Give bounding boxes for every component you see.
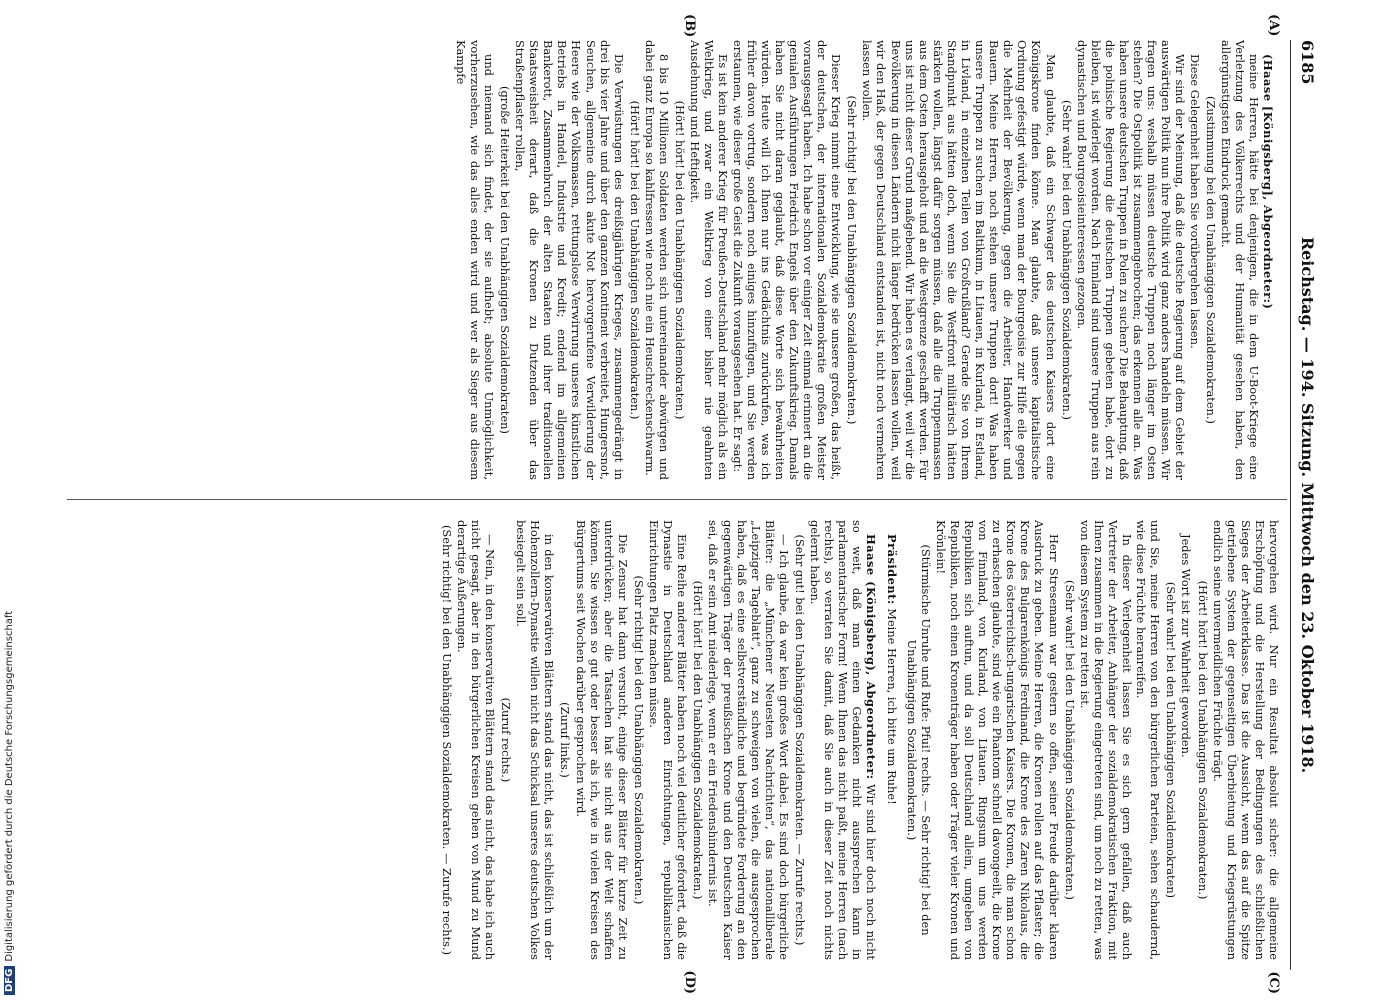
paragraph: meine Herren, hätte bei denjenigen, die in dem U-Boot-Kriege eine Verletzung des Völkerrechts und der Humanität gesehen haben, den allergünstigsten Eindruck gemacht. [1218, 40, 1261, 480]
document-page [27, 0, 1357, 1000]
interjection: (Hört! hört! bei den Unabhängigen Sozialdemokraten.) [1195, 580, 1210, 900]
paragraph: hervorgehen wird. Nur ein Resultat absolut sicher: die allgemeine Erschöpfung und die Herstellung der Bedingungen des schließlichen Sieges der Arbeiterklasse. Das ist die Aussicht, wenn das auf die Spitze getriebene System der gegenseitigen Überbietung und Kriegsrüstungen endlich seine unvermeidlichen Früchte trägt. [1210, 520, 1281, 960]
header-title: Reichstag. — 194. Sitzung. Mittwoch den 23. Oktober 1918. [1297, 236, 1317, 774]
paragraph: Wir sind der Meinung, daß die deutsche Regierung auf dem Gebiet der auswärtigen Politik nun ihre Politik wird ganz anders handeln müssen. Wir fragen uns: weshalb müssen deutsche Truppen noch länger im Osten stehen? Die Ostpolitik ist zusammengebrochen; das erkennen alle an. Was haben unsere deutschen Truppen in Polen zu suchen? Die Behauptung, daß die polnische Regierung die deutschen Truppen gebeten habe, dort zu bleiben, ist widerlegt worden. Nach Finnland sind unsere Truppen aus rein dynastischen und Bourgeoisieinteressen gezogen. [1074, 40, 1187, 480]
speech-text: Wir sind hier doch noch nicht so weit, daß man einen Gedanken nicht aussprechen kann in parlamentarischer Form! Wenn Ihnen das nicht paßt, meine Herren (nach rechts), so verraten Sie damit, daß Sie auch in dieser Zeit noch nichts gelernt haben. [807, 520, 878, 960]
paragraph: und niemand sich findet, der sie aufhebt; absolute Unmöglichkeit, vorherzusehen, wie das alles enden wird und wer als Sieger aus diesem Kampfe [453, 40, 496, 480]
paragraph: und Sie, meine Herren von den bürgerlichen Parteien, sehen schaudernd, wie diese Früchte heranreifen. [1133, 520, 1162, 960]
paragraph: Die Zensur hat dann versucht, einige dieser Blätter für kurze Zeit zu unterdrücken; aber die Tatsachen hat sie nicht aus der Welt schaffen können. Sie wissen so gut oder besser als ich, wie in vielen Kreisen des Bürgertums seit Wochen darüber gesprochen wird. [573, 520, 630, 960]
interjection: (Sehr wahr! bei den Unabhängigen Sozialdemokraten.) [1062, 580, 1077, 900]
interjection: (Sehr wahr! bei den Unabhängigen Sozialdemokraten.) [1059, 100, 1074, 420]
interjection: (Zustimmung bei den Unabhängigen Sozialdemokraten.) [1203, 96, 1218, 424]
paragraph: — Nein, in den konservativen Blättern stand das nicht, das habe ich auch nicht gesagt, aber in den bürgerlichen Kreisen gehen von Mund zu Mund derartige Äußerungen. [454, 520, 497, 960]
interjection: (Sehr wahr! bei den Unabhängigen Sozialdemokraten) [1163, 581, 1178, 899]
speaker-name: Präsident: [884, 534, 899, 605]
paragraph: — Ich glaube, da war kein großes Wort dabei. Es sind doch bürgerliche Blätter: die „Münchener Neuesten Nachrichten“, das nationalliberale „Leipziger Tageblatt“, ganz zu schweigen von vielen, die ausgesprochen haben, daß es eine selbstverständliche und begründete Forderung an den gegenwärtigen Träger der preußischen Krone und den Deutschen Kaiser sei, daß er sein Amt niederlege, wenn er ein Friedenshindernis ist. [705, 520, 791, 960]
dfg-logo: DFG [4, 966, 15, 995]
margin-marker-b: (B) [681, 14, 697, 38]
margin-marker-c: (C) [1265, 971, 1281, 994]
speaker-paragraph [1260, 40, 1274, 480]
interjection: (Zuruf links.) [558, 702, 572, 778]
paragraph: Dieser Krieg nimmt eine Entwicklung, wie sie unsere großen, das heißt, der deutschen, der internationalen Sozialdemokratie großen Meister vorausgesagt haben. Ich habe schon vor einiger Zeit einmal erinnert an die genialen Ausführungen Friedrich Engels über den Zukunftskrieg. Damals haben Sie nicht daran geglaubt, daß diese Worte sich bewahrheiten würden. Heute will ich Ihnen nur ins Gedächtnis zurückrufen, was ich früher davon vortrug, sondern noch einiges hinzufügen, und Sie werden erstaunen, wie dieser große Geist die Zukunft vorausgesehen hat. Er sagt: [730, 40, 843, 480]
interjection: (Hört! hört! bei den Unabhängigen Sozialdemokraten.) [627, 100, 642, 420]
paragraph: In dieser Verlegenheit lassen Sie es sich gern gefallen, daß auch Vertreter der Arbeiter, Anhänger der sozialdemokratischen Fraktion, mit Ihnen zusammen in die Regierung eingetreten sind, um noch zu retten, was von diesem System zu retten ist. [1077, 520, 1134, 960]
paragraph: Es ist kein anderer Krieg für Preußen-Deutschland mehr möglich als ein Weltkrieg, und zwar ein Weltkrieg von einer bisher nie geahnten Ausdehnung und Heftigkeit. [687, 40, 730, 480]
interjection: (Sehr richtig! bei den Unabhängigen Sozialdemokraten.) [631, 575, 646, 905]
right-column [67, 520, 1281, 960]
speaker-paragraph [884, 520, 898, 960]
interjection: (Sehr richtig! bei den Unabhängigen Sozialdemokraten. — Zurufe rechts.) [439, 524, 454, 956]
interjection: (Hört! hört! bei den Unabhängigen Sozialdemokraten.) [690, 580, 705, 900]
paragraph: in den konservativen Blättern stand das nicht, das ist schließlich um der Hohenzollern-Dynastie willen nicht das Schicksal unseres deutschen Volkes besiegelt sein soll. [513, 520, 556, 960]
interjection: (Sehr richtig! bei den Unabhängigen Sozialdemokraten.) [844, 95, 859, 425]
paragraph: Diese Gelegenheit haben Sie vorübergehen lassen. [1187, 54, 1202, 349]
paragraph: Herr Stresemann war gestern so offen, seiner Freude darüber klaren Ausdruck zu geben. Meine Herren, die Kronen rollen auf das Pflaster; die Krone des Bulgarenkönigs Ferdinand, die Krone des Zaren Nikolaus, die Krone des österreichisch-ungarischen Kaisers. Die Kronen, die man schon zu erhaschen glaubte, sind wie ein Phantom schnell davongeeilt, die Krone von Finnland, von Kurland, von Litauen. Ringsum um uns werden Republiken sich auftun, und da soll Deutschland allein, umgeben von Republiken, noch einen Kronenträger haben oder Träger vieler Kronen und Krönlein! [933, 520, 1061, 960]
margin-marker-a: (A) [1265, 14, 1281, 37]
speaker-name: (Haase [Königsberg], Abgeordneter:) [1260, 54, 1275, 310]
header-page-number: 6185 [1297, 40, 1317, 85]
interjection: (Hört! hört! bei den Unabhängigen Sozialdemokraten.) [672, 100, 687, 420]
interjection: (Stürmische Unruhe und Rufe: Pfui! rechts. — Sehr richtig! bei den Unabhängigen Sozialdemokraten.) [904, 544, 933, 936]
paragraph: Man glaubte, daß ein Schwager des deutschen Kaisers dort eine Königskrone finden könne. Man glaubte, daß unsere kapitalistische Ordnung gefestigt würde, wenn man der Bourgeoisie zur Hilfe eile gegen die Mehrheit der Bevölkerung, gegen die Arbeiter, Handwerker und Bauern. Meine Herren, noch stehen unsere Truppen dort! Was haben unsere Truppen zu suchen im Baltikum, in Litauen, in Kurland, in Estland, in Livland, in einzelnen Teilen von Großrußland? Gerade Sie von Ihrem Standpunkt aus hätten doch, wenn Sie die Westfront militärisch hätten stärken wollen, längst dafür sorgen müssen, daß alle die Truppenmassen aus dem Osten herausgeholt und an die Westgrenze geschafft werden. Für uns ist nicht dieser Grund maßgebend. Wir haben es verlangt, weil wir die Bevölkerung in diesen Ländern nicht länger bedrücken lassen wollen, weil wir den Haß, der gegen Deutschland entstanden ist, nicht noch vermehren lassen wollen. [859, 40, 1058, 480]
left-column [67, 40, 1281, 480]
page-header [1290, 40, 1317, 970]
interjection: (Sehr gut! bei den Unabhängigen Sozialdemokraten. — Zurufe rechts.) [792, 534, 807, 946]
digitization-note-text: Digitalisierung gefördert durch die Deutsche Forschungsgemeinschaft [4, 610, 15, 962]
speaker-name: Haase (Königsberg), Abgeordneter: [863, 534, 878, 780]
interjection: (große Heiterkeit bei den Unabhängigen Sozialdemokraten) [497, 86, 512, 434]
paragraph: Jedes Wort ist zur Wahrheit geworden. [1178, 534, 1193, 758]
paragraph: 8 bis 10 Millionen Soldaten werden sich untereinander abwürgen und dabei ganz Europa so kahlfressen wie noch nie ein Heuschreckenschwarm. [642, 40, 671, 480]
paragraph: Die Verwüstungen des dreißigjährigen Krieges, zusammengedrängt in drei bis vier Jahre und über den ganzen Kontinent verbreitet, Hungersnot, Seuchen, allgemeine durch akute Not hervorgerufene Verwilderung der Heere wie der Volksmassen, rettungslose Verwirrung unseres künstlichen Betriebs in Handel, Industrie und Kredit; endend im allgemeinen Bankerott, Zusammenbruch der alten Staaten und ihrer traditionellen Staatsweisheit derart, daß die Kronen zu Dutzenden über das Straßenpflaster rollen, [512, 40, 626, 480]
digitization-note [4, 5, 18, 995]
speech-text: Meine Herren, ich bitte um Ruhe! [884, 608, 899, 805]
speaker-paragraph [808, 520, 878, 960]
column-divider [67, 499, 1287, 500]
paragraph: Eine Reihe anderer Blätter haben noch viel deutlicher gefordert, daß die Dynastie in Deutschland anderen Einrichtungen, republikanischen Einrichtungen Platz machen müsse. [646, 520, 689, 960]
margin-marker-d: (D) [681, 970, 697, 994]
interjection: (Zuruf rechts.) [498, 697, 513, 783]
